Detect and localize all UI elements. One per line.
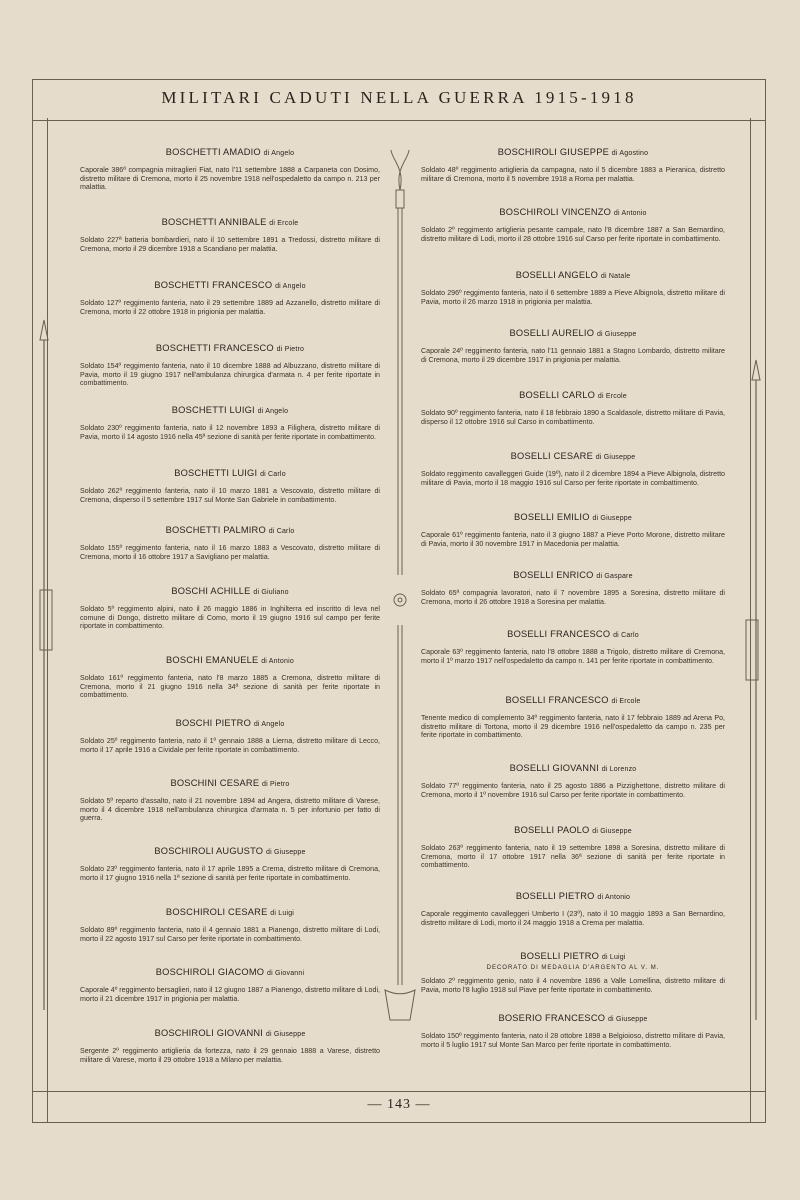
record-parent: di Pietro (262, 781, 290, 788)
record-text: Tenente medico di complemento 34º reggimento fanteria, nato il 17 febbraio 1889 ad Arena Po, distretto militare di Tortona, morto il 29 dicembre 1916 nell'ospedaletto da campo n. 235 per ferite riportate in combattimento. (421, 714, 725, 740)
record-text: Soldato 5º reparto d'assalto, nato il 21 novembre 1894 ad Angera, distretto militare di Varese, morto il 4 dicembre 1918 nell'ambulanza chirurgica d'armata n. 5 per infortunio per fatto di guerra. (80, 797, 380, 823)
record-surname: BOSCHETTI ANNIBALE (161, 217, 267, 227)
record-surname: BOSCHETTI LUIGI (171, 405, 255, 415)
record-parent: di Antonio (613, 210, 647, 217)
record-text: Soldato 23º reggimento fanteria, nato il 17 aprile 1895 a Crema, distretto militare di Cremona, morto il 17 giugno 1916 nella 1ª sezione di sanità per ferite riportate in combattimento. (80, 865, 380, 882)
record-text: Soldato 154º reggimento fanteria, nato il 10 dicembre 1888 ad Albuzzano, distretto militare di Pavia, morto il 19 giugno 1917 nell'ambulanza chirurgica d'armata n. 4 per ferite riportate in combattimento. (80, 362, 380, 388)
record-entry (421, 147, 725, 183)
record-name (80, 280, 380, 290)
record-name (421, 695, 725, 705)
record-surname: BOSCHI ACHILLE (171, 586, 251, 596)
record-entry (80, 147, 380, 192)
record-surname: BOSCHIROLI GIACOMO (155, 967, 265, 977)
record-text: Caporale reggimento cavalleggeri Umberto I (23º), nato il 10 maggio 1893 a San Bernardino, distretto militare di Lodi, morto il 24 maggio 1918 a Crema per malattia. (421, 910, 725, 927)
record-name (421, 891, 725, 901)
record-name (421, 390, 725, 400)
record-entry (80, 1028, 380, 1064)
record-name (80, 907, 380, 917)
record-name (80, 468, 380, 478)
record-name (421, 147, 725, 157)
record-surname: BOSELLI ENRICO (513, 570, 594, 580)
record-name (80, 967, 380, 977)
record-name (80, 655, 380, 665)
record-surname: BOSELLI ANGELO (515, 270, 599, 280)
record-entry (80, 280, 380, 316)
record-entry (421, 390, 725, 426)
record-name (80, 147, 380, 157)
record-entry (421, 328, 725, 364)
record-parent: di Giuseppe (266, 849, 306, 856)
record-parent: di Angelo (263, 150, 295, 157)
record-entry (421, 629, 725, 665)
record-parent: di Carlo (613, 632, 639, 639)
column-base-icon (385, 990, 415, 1020)
record-parent: di Pietro (276, 346, 305, 353)
record-name (421, 570, 725, 580)
record-parent: di Angelo (253, 721, 285, 728)
record-surname: BOSELLI AURELIO (509, 328, 595, 338)
record-entry (421, 891, 725, 927)
record-name (421, 951, 725, 961)
record-entry (80, 217, 380, 253)
left-lance-icon (40, 320, 48, 340)
record-parent: di Ercole (597, 393, 627, 400)
record-entry (80, 586, 380, 631)
record-surname: BOSCHINI CESARE (170, 778, 260, 788)
record-surname: BOSCHI EMANUELE (166, 655, 259, 665)
record-name (80, 586, 380, 596)
record-text: Soldato 227ª batteria bombardieri, nato il 10 settembre 1891 a Tredossi, distretto militare di Cremona, morto il 29 dicembre 1918 a Scandiano per malattia. (80, 236, 380, 253)
record-entry (421, 207, 725, 243)
record-surname: BOSCHETTI PALMIRO (165, 525, 266, 535)
record-parent: di Antonio (261, 658, 294, 665)
page-number: — 143 — (367, 1097, 431, 1112)
record-text: Soldato 65ª compagnia lavoratori, nato il 7 novembre 1895 a Soresina, distretto militare di Cremona, morto il 26 ottobre 1918 a Soresina per malattia. (421, 589, 725, 606)
record-text: Soldato 25º reggimento fanteria, nato il 1º gennaio 1888 a Lierna, distretto militare di Lecco, morto il 17 aprile 1916 a Cividale per ferite riportate in combattimento. (80, 737, 380, 754)
record-parent: di Giuseppe (592, 828, 632, 835)
record-parent: di Giovanni (267, 970, 305, 977)
record-surname: BOSCHETTI FRANCESCO (155, 343, 274, 353)
record-surname: BOSCHETTI FRANCESCO (154, 280, 273, 290)
record-parent: di Giuseppe (592, 515, 632, 522)
record-entry (80, 907, 380, 943)
record-entry (80, 967, 380, 1003)
record-name (421, 451, 725, 461)
record-parent: di Gaspare (596, 573, 633, 580)
record-text: Soldato 77º reggimento fanteria, nato il 25 agosto 1886 a Pizzighettone, distretto militare di Cremona, morto il 1º novembre 1916 sul Carso per ferite riportate in combattimento. (421, 782, 725, 799)
record-parent: di Lorenzo (601, 766, 637, 773)
record-name (80, 525, 380, 535)
record-entry (80, 343, 380, 388)
record-entry (80, 718, 380, 754)
record-text: Soldato 127º reggimento fanteria, nato il 29 settembre 1889 ad Azzanello, distretto militare di Cremona, morto il 22 ottobre 1918 in prigionia per malattia. (80, 299, 380, 316)
record-surname: BOSELLI GIOVANNI (509, 763, 599, 773)
record-text: Soldato 2º reggimento genio, nato il 4 novembre 1896 a Valle Lomellina, distretto militare di Pavia, morto l'8 luglio 1918 sul Piave per ferite riportate in combattimento. (421, 977, 725, 994)
record-name (80, 846, 380, 856)
record-name (421, 763, 725, 773)
record-text: Sergente 2º reggimento artiglieria da fortezza, nato il 29 gennaio 1888 a Varese, distretto militare di Varese, morto il 29 ottobre 1918 a Milano per malattia. (80, 1047, 380, 1064)
record-name (421, 825, 725, 835)
record-surname: BOSELLI EMILIO (513, 512, 590, 522)
record-text: Caporale 386ª compagnia mitraglieri Fiat, nato l'11 settembre 1888 a Carpaneta con Dosimo, distretto militare di Cremona, morto il 25 novembre 1918 nell'ospedaletto da campo n. 213 per malattia. (80, 166, 380, 192)
record-text: Soldato 90º reggimento fanteria, nato il 18 febbraio 1890 a Scaldasole, distretto militare di Pavia, disperso il 12 ottobre 1916 sul Carso in combattimento. (421, 409, 725, 426)
record-entry (80, 405, 380, 441)
record-surname: BOSCHIROLI GIOVANNI (154, 1028, 264, 1038)
record-text: Soldato reggimento cavalleggeri Guide (19º), nato il 2 dicembre 1894 a Pieve Albignola, distretto militare di Pavia, morto il 18 maggio 1916 sul Carso per ferite riportate in combattimento. (421, 470, 725, 487)
record-surname: BOSELLI PIETRO (520, 951, 600, 961)
record-entry (421, 512, 725, 548)
record-parent: di Natale (600, 273, 631, 280)
record-name (421, 1013, 725, 1023)
record-parent: di Giuseppe (607, 1016, 648, 1023)
record-name (421, 629, 725, 639)
record-parent: di Giuliano (253, 589, 289, 596)
record-text: Soldato 150º reggimento fanteria, nato il 28 ottobre 1898 a Belgioioso, distretto militare di Pavia, morto il 5 luglio 1917 sul Monte San Marco per ferite riportate in combattimento. (421, 1032, 725, 1049)
record-text: Caporale 4º reggimento bersaglieri, nato il 12 giugno 1887 a Pianengo, distretto militare di Lodi, morto il 21 dicembre 1917 in prigionia per malattia. (80, 986, 380, 1003)
record-entry (80, 468, 380, 504)
record-name (421, 270, 725, 280)
record-text: Soldato 296º reggimento fanteria, nato il 6 settembre 1889 a Pieve Albignola, distretto militare di Pavia, morto il 26 marzo 1918 in prigionia per malattia. (421, 289, 725, 306)
record-text: Soldato 161º reggimento fanteria, nato l'8 marzo 1885 a Cremona, distretto militare di Cremona, morto il 21 giugno 1916 nella 34ª sezione di sanità per ferite riportate in combattimento. (80, 674, 380, 700)
record-text: Soldato 155º reggimento fanteria, nato il 16 marzo 1883 a Vescovato, distretto militare di Cremona, morto il 16 ottobre 1917 a Savigliano per malattia. (80, 544, 380, 561)
record-entry (80, 778, 380, 823)
record-name (421, 207, 725, 217)
record-surname: BOSELLI CARLO (519, 390, 596, 400)
record-parent: di Luigi (270, 910, 295, 917)
record-entry (80, 846, 380, 882)
record-surname: BOSCHIROLI GIUSEPPE (497, 147, 609, 157)
right-lance-icon (752, 360, 760, 380)
record-parent: di Giuseppe (265, 1031, 306, 1038)
record-surname: BOSELLI FRANCESCO (507, 629, 611, 639)
record-entry (421, 451, 725, 487)
record-surname: BOSELLI CESARE (510, 451, 593, 461)
record-parent: di Angelo (257, 408, 289, 415)
page-title: MILITARI CADUTI NELLA GUERRA 1915-1918 (161, 88, 637, 107)
record-surname: BOSCHIROLI AUGUSTO (154, 846, 264, 856)
rosette-icon (394, 594, 406, 606)
record-surname: BOSELLI FRANCESCO (505, 695, 609, 705)
record-name (80, 217, 380, 227)
record-name (421, 328, 725, 338)
record-text: Soldato 230º reggimento fanteria, nato il 12 novembre 1893 a Filighera, distretto militare di Pavia, morto il 14 agosto 1916 nella 45ª sezione di sanità per ferite riportate in combattimento. (80, 424, 380, 441)
record-entry (421, 951, 725, 994)
record-text: Soldato 2º reggimento artiglieria pesante campale, nato l'8 dicembre 1887 a San Bernardino, distretto militare di Lodi, morto il 28 ottobre 1916 sul Carso per ferite riportate in combattimento. (421, 226, 725, 243)
record-entry (421, 270, 725, 306)
record-surname: BOSELLI PIETRO (515, 891, 595, 901)
record-text: Caporale 24º reggimento fanteria, nato l'11 gennaio 1881 a Stagno Lombardo, distretto militare di Cremona, morto il 29 dicembre 1917 in prigionia per malattia. (421, 347, 725, 364)
torch-flame-icon (391, 150, 409, 190)
record-entry (80, 525, 380, 561)
record-parent: di Carlo (268, 528, 295, 535)
record-surname: BOSCHIROLI VINCENZO (499, 207, 612, 217)
record-parent: di Ercole (611, 698, 641, 705)
record-parent: di Agostino (611, 150, 649, 157)
record-text: Soldato 89º reggimento fanteria, nato il 4 gennaio 1881 a Pianengo, distretto militare di Lodi, morto il 22 agosto 1917 sul Carso per ferite riportate in combattimento. (80, 926, 380, 943)
record-text: Caporale 61º reggimento fanteria, nato il 3 giugno 1887 a Pieve Porto Morone, distretto militare di Pavia, morto il 30 novembre 1917 in Macedonia per malattia. (421, 531, 725, 548)
record-parent: di Antonio (597, 894, 631, 901)
record-entry (421, 1013, 725, 1049)
record-text: Caporale 63º reggimento fanteria, nato l'8 ottobre 1888 a Trigolo, distretto militare di Cremona, morto il 1º marzo 1917 nell'ospedaletto da campo n. 141 per ferite riportate in combattimento. (421, 648, 725, 665)
record-surname: BOSCHIROLI CESARE (165, 907, 268, 917)
record-text: Soldato 5º reggimento alpini, nato il 26 maggio 1886 in Inghilterra ed inscritto di leva nel comune di Dongo, distretto militare di Como, morto il 19 giugno 1916 sul campo per ferite riportate in combattimento. (80, 605, 380, 631)
record-surname: BOSELLI PAOLO (514, 825, 590, 835)
record-parent: di Ercole (269, 220, 299, 227)
record-text: Soldato 48º reggimento artiglieria da campagna, nato il 5 dicembre 1883 a Pieranica, distretto militare di Cremona, morto il 5 novembre 1918 a Roma per malattia. (421, 166, 725, 183)
record-surname: BOSCHETTI AMADIO (165, 147, 261, 157)
record-entry (421, 570, 725, 606)
record-text: Soldato 263º reggimento fanteria, nato il 19 settembre 1898 a Soresina, distretto militare di Cremona, morto il 17 ottobre 1917 nella 36ª sezione di sanità per ferite riportate in combattimento. (421, 844, 725, 870)
record-name (80, 343, 380, 353)
record-parent: di Giuseppe (596, 331, 637, 338)
record-parent: di Giuseppe (595, 454, 636, 461)
record-entry (421, 695, 725, 740)
record-name (80, 718, 380, 728)
record-surname: BOSCHETTI LUIGI (174, 468, 258, 478)
record-text: Soldato 262º reggimento fanteria, nato il 10 marzo 1881 a Vescovato, distretto militare di Cremona, disperso il 5 settembre 1917 sul Monte San Gabriele in combattimento. (80, 487, 380, 504)
record-name (80, 405, 380, 415)
record-name (80, 1028, 380, 1038)
record-entry (80, 655, 380, 700)
record-name (80, 778, 380, 788)
record-name (421, 512, 725, 522)
record-parent: di Luigi (601, 954, 626, 961)
record-decoration: DECORATO DI MEDAGLIA D'ARGENTO AL V. M. (486, 965, 660, 971)
record-entry (421, 763, 725, 799)
record-surname: BOSCHI PIETRO (175, 718, 252, 728)
record-surname: BOSERIO FRANCESCO (498, 1013, 606, 1023)
record-parent: di Angelo (275, 283, 306, 290)
record-parent: di Carlo (260, 471, 286, 478)
record-entry (421, 825, 725, 870)
